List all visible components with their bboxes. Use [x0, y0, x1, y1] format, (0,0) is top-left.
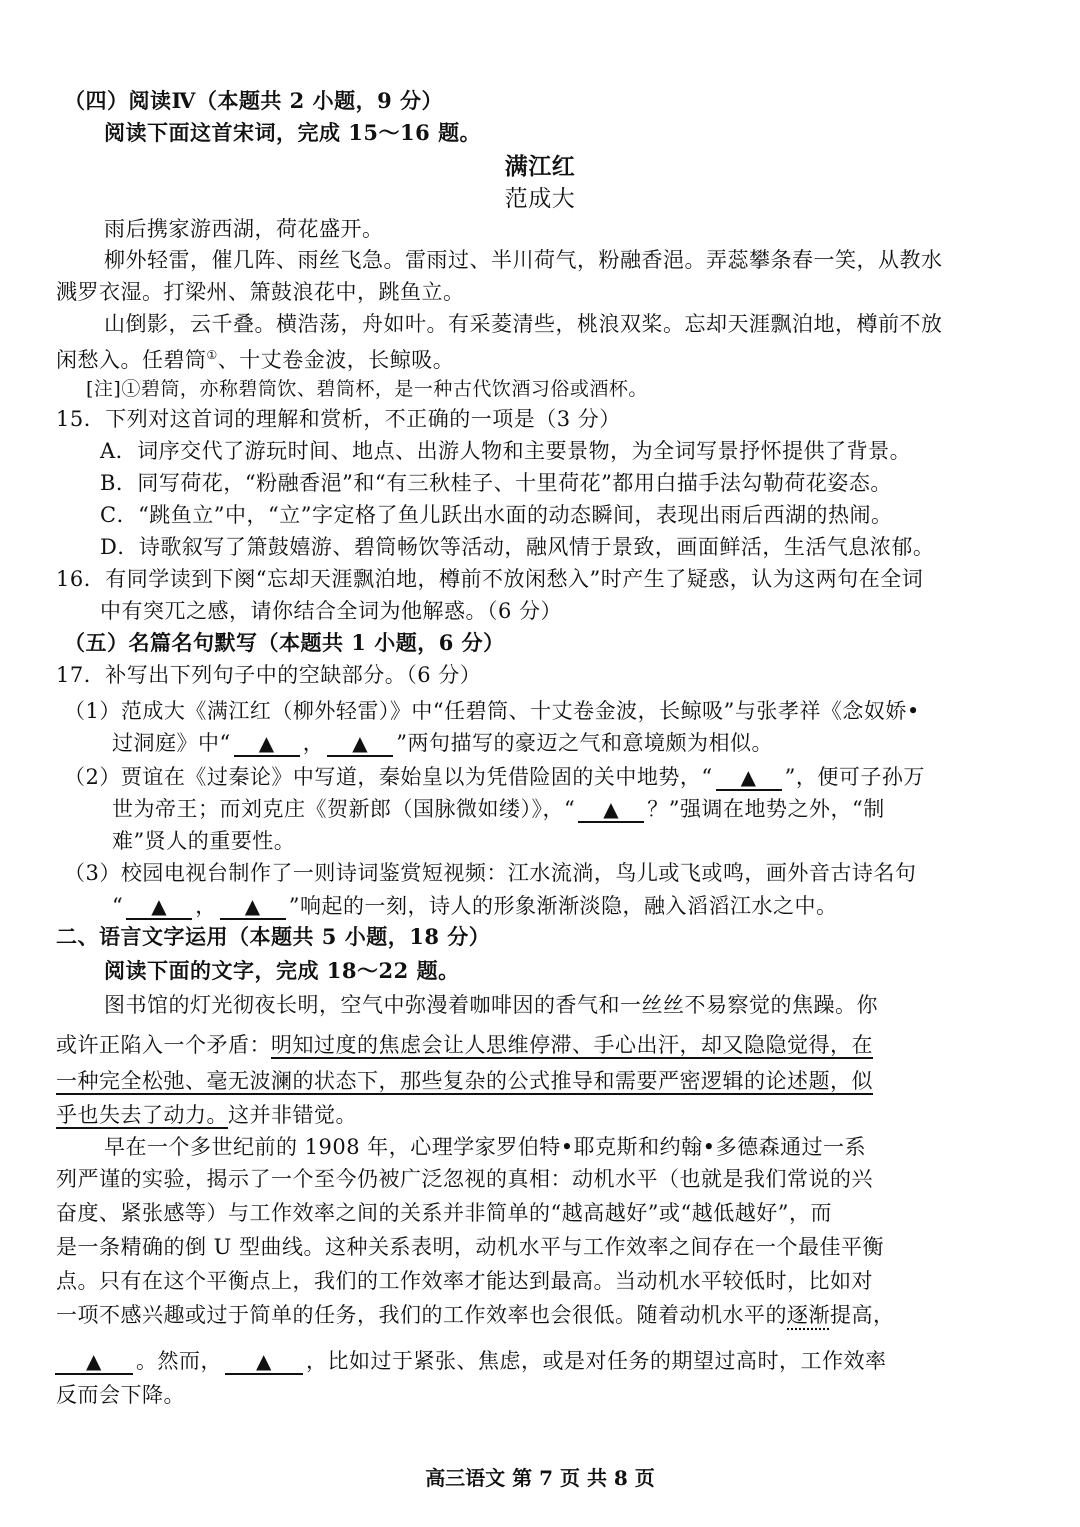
- q16-line: 16．有同学读到下阕“忘却天涯飘泊地，樽前不放闲愁入”时产生了疑惑，认为这两句在全词: [56, 567, 924, 591]
- passage-text: 这并非错觉。: [228, 1103, 357, 1127]
- answer-blank[interactable]: [220, 894, 286, 920]
- q17-text: ”，便可子孙万: [784, 765, 925, 789]
- q17-text: ”响起的一刻，诗人的形象渐渐淡隐，融入滔滔江水之中。: [288, 894, 838, 918]
- answer-blank[interactable]: [55, 1349, 133, 1375]
- passage-text: 或许正陷入一个矛盾：: [56, 1033, 271, 1057]
- q17-item3-line: （3）校园电视台制作了一则诗词鉴赏短视频：江水流淌，鸟儿或飞或鸣，画外音古诗名句: [64, 861, 917, 885]
- passage-text: 一项不感兴趣或过于简单的任务，我们的工作效率也会很低。随着动机水平的: [56, 1303, 787, 1327]
- passage-line: 反而会下降。: [56, 1383, 185, 1407]
- passage-line: [56, 1066, 873, 1096]
- passage-line: [56, 1100, 357, 1130]
- q16-line: 中有突兀之感，请你结合全词为他解惑。（6 分）: [100, 599, 563, 623]
- q15-option-b: B．同写荷花，“粉融香浥”和“有三秋桂子、十里荷花”都用白描手法勾勒荷花姿态。: [100, 471, 892, 495]
- poem-title: 满江红: [504, 153, 576, 180]
- q17-item1-line: [112, 728, 773, 758]
- poem-line: 山倒影，云千叠。横浩荡，舟如叶。有采菱清些，桃浪双桨。忘却天涯飘泊地，樽前不放: [104, 312, 943, 336]
- passage-line: 是一条精确的倒 U 型曲线。这种关系表明，动机水平与工作效率之间存在一个最佳平衡: [56, 1235, 885, 1259]
- answer-blank[interactable]: [578, 797, 644, 823]
- passage-line: [56, 1300, 895, 1330]
- passage-line: 列严谨的实验，揭示了一个至今仍被广泛忽视的真相：动机水平（也就是我们常说的兴: [56, 1167, 873, 1191]
- footnote-marker: ①: [206, 348, 218, 362]
- q15-option-d: D．诗歌叙写了箫鼓嬉游、碧筒畅饮等活动，融风情于景致，画面鲜活，生活气息浓郁。: [100, 535, 935, 559]
- q17-text: ？”强调在地势之外，“制: [647, 797, 885, 821]
- underlined-text: 明知过度的焦虑会让人思维停滞、手心出汗，却又隐隐觉得，在: [271, 1033, 873, 1057]
- q17-item3-line: [112, 891, 837, 921]
- passage-text: ，比如过于紧张、焦虑，或是对任务的期望过高时，工作效率: [306, 1349, 887, 1373]
- q15-option-c: C．“跳鱼立”中，“立”字定格了鱼儿跃出水面的动态瞬间，表现出雨后西湖的热闹。: [100, 503, 893, 527]
- q17-item2-line: 难”贤人的重要性。: [112, 829, 296, 853]
- part2-header: 二、语言文字运用（本题共 5 小题，18 分）: [56, 924, 491, 949]
- answer-blank[interactable]: [234, 731, 300, 757]
- passage-line: 早在一个多世纪前的 1908 年，心理学家罗伯特•耶克斯和约翰•多德森通过一系: [104, 1135, 867, 1159]
- underlined-text: 乎也失去了动力。: [56, 1103, 228, 1127]
- q17-item2-line: [112, 794, 885, 824]
- part2-instruction: 阅读下面的文字，完成 18～22 题。: [104, 958, 460, 983]
- passage-text: 提高，: [830, 1303, 895, 1327]
- dotted-text: 逐渐: [787, 1303, 830, 1327]
- q15-option-a: A．词序交代了游玩时间、地点、出游人物和主要景物，为全词写景抒怀提供了背景。: [100, 439, 912, 463]
- answer-blank[interactable]: [126, 894, 192, 920]
- poem-line: 柳外轻雷，催几阵、雨丝飞急。雷雨过、半川荷气，粉融香浥。弄蕊攀条春一笑，从教水: [104, 248, 943, 272]
- passage-line: [52, 1346, 887, 1376]
- poem-note: [注]①碧筒，亦称碧筒饮、碧筒杯，是一种古代饮酒习俗或酒杯。: [86, 378, 648, 400]
- poem-preface: 雨后携家游西湖，荷花盛开。: [104, 217, 384, 241]
- passage-line: 奋度、紧张感等）与工作效率之间的关系并非简单的“越高越好”或“越低越好”，而: [56, 1201, 832, 1225]
- q17-text: 世为帝王；而刘克庄《贺新郎（国脉微如缕）》，“: [112, 797, 576, 821]
- answer-blank[interactable]: [716, 765, 782, 791]
- q17-text: ”两句描写的豪迈之气和意境颇为相似。: [396, 731, 773, 755]
- poem-line: [56, 340, 454, 375]
- q17-text: ，: [302, 731, 325, 755]
- passage-line: 点。只有在这个平衡点上，我们的工作效率才能达到最高。当动机水平较低时，比如对: [56, 1269, 873, 1293]
- q17-text: ，: [195, 894, 217, 918]
- passage-text: 。然而，: [136, 1349, 222, 1373]
- q17-item1-line: （1）范成大《满江红（柳外轻雷）》中“任碧筒、十丈卷金波，长鲸吸”与张孝祥《念奴娇•: [64, 699, 920, 723]
- q17-item2-line: [64, 762, 925, 792]
- poem-text: 闲愁入。任碧筒: [56, 348, 207, 372]
- q17-text: 过洞庭》中“: [112, 731, 231, 755]
- answer-blank[interactable]: [327, 731, 393, 757]
- poem-line: 溅罗衣湿。打梁州、箫鼓浪花中，跳鱼立。: [56, 280, 465, 304]
- answer-blank[interactable]: [225, 1349, 303, 1375]
- passage-line: [56, 1030, 873, 1060]
- section4-header: （四）阅读Ⅳ（本题共 2 小题，9 分）: [64, 88, 443, 113]
- q17-stem: 17．补写出下列句子中的空缺部分。（6 分）: [56, 663, 482, 687]
- section4-instruction: 阅读下面这首宋词，完成 15～16 题。: [104, 120, 482, 145]
- section5-header: （五）名篇名句默写（本题共 1 小题，6 分）: [64, 630, 505, 655]
- poem-author: 范成大: [504, 186, 576, 212]
- poem-text: 、十丈卷金波，长鲸吸。: [217, 348, 455, 372]
- q17-text: “: [112, 894, 124, 918]
- passage-line: 图书馆的灯光彻夜长明，空气中弥漫着咖啡因的香气和一丝丝不易察觉的焦躁。你: [104, 993, 878, 1017]
- q15-stem: 15．下列对这首词的理解和赏析，不正确的一项是（3 分）: [56, 407, 621, 431]
- underlined-text: 一种完全松弛、毫无波澜的状态下，那些复杂的公式推导和需要严密逻辑的论述题，似: [56, 1069, 873, 1093]
- page-footer: 高三语文 第 7 页 共 8 页: [425, 1466, 655, 1490]
- q17-text: （2）贾谊在《过秦论》中写道，秦始皇以为凭借险固的关中地势，“: [64, 765, 713, 789]
